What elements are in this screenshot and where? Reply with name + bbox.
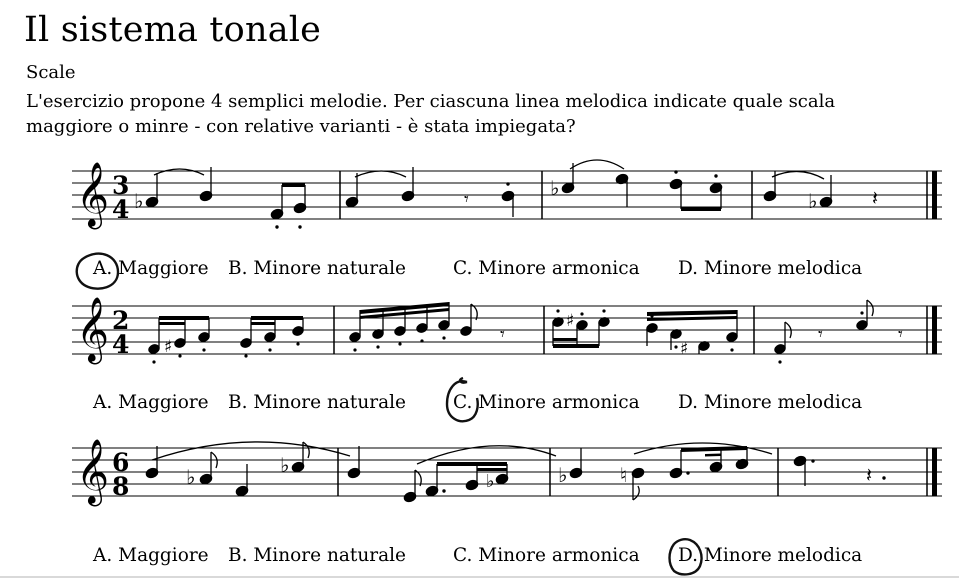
option-c-minore-armonica[interactable]: C. Minore armonica bbox=[453, 258, 640, 279]
option-c-minore-armonica[interactable]: C. Minore armonica bbox=[453, 392, 640, 413]
time-signature-top: 6 bbox=[112, 448, 130, 477]
time-signature-top: 2 bbox=[112, 306, 130, 335]
option-d-minore-melodica[interactable]: D. Minore melodica bbox=[678, 545, 863, 566]
option-b-minore-naturale[interactable]: B. Minore naturale bbox=[228, 392, 406, 413]
svg-text:𝄾: 𝄾 bbox=[500, 324, 505, 345]
time-signature-bottom: 4 bbox=[112, 195, 130, 224]
section-subtitle: Scale bbox=[26, 62, 76, 83]
svg-text:𝄽: 𝄽 bbox=[872, 186, 879, 210]
svg-text:♭: ♭ bbox=[134, 189, 144, 213]
page-title: Il sistema tonale bbox=[24, 10, 322, 50]
svg-text:♭: ♭ bbox=[186, 465, 196, 489]
svg-text:♭: ♭ bbox=[558, 463, 568, 487]
svg-text:♭: ♭ bbox=[808, 189, 818, 213]
time-signature-top: 3 bbox=[112, 171, 130, 200]
svg-text:♯: ♯ bbox=[164, 337, 173, 357]
svg-text:𝄾: 𝄾 bbox=[818, 324, 823, 345]
svg-text:♭: ♭ bbox=[550, 176, 560, 200]
svg-text:𝄞: 𝄞 bbox=[76, 297, 110, 362]
option-c-minore-armonica[interactable]: C. Minore armonica bbox=[453, 545, 640, 566]
music-staff-1 bbox=[72, 157, 950, 247]
option-a-maggiore[interactable]: A. Maggiore bbox=[93, 392, 209, 413]
music-staff-3 bbox=[72, 434, 950, 524]
option-a-maggiore[interactable]: A. Maggiore bbox=[93, 258, 209, 279]
time-signature-bottom: 4 bbox=[112, 330, 130, 359]
option-d-minore-melodica[interactable]: D. Minore melodica bbox=[678, 392, 863, 413]
treble-clef-icon bbox=[76, 439, 109, 506]
svg-text:𝄞: 𝄞 bbox=[76, 162, 110, 227]
treble-clef-icon bbox=[76, 162, 109, 229]
option-a-maggiore[interactable]: A. Maggiore bbox=[93, 545, 209, 566]
svg-text:𝄽: 𝄽 bbox=[866, 463, 873, 487]
music-staff-2 bbox=[72, 292, 950, 382]
treble-clef-icon bbox=[76, 297, 109, 364]
svg-text:𝄞: 𝄞 bbox=[76, 439, 110, 504]
svg-text:𝄾: 𝄾 bbox=[898, 324, 903, 345]
svg-text:♯: ♯ bbox=[680, 339, 689, 359]
svg-text:♭: ♭ bbox=[280, 453, 290, 477]
svg-text:♮: ♮ bbox=[620, 463, 628, 487]
option-b-minore-naturale[interactable]: B. Minore naturale bbox=[228, 545, 406, 566]
option-d-minore-melodica[interactable]: D. Minore melodica bbox=[678, 258, 863, 279]
option-b-minore-naturale[interactable]: B. Minore naturale bbox=[228, 258, 406, 279]
time-signature-bottom: 8 bbox=[112, 472, 130, 501]
exercise-instructions: L'esercizio propone 4 semplici melodie. Per ciascuna linea melodica indicate quale scala maggiore o minre - con relative varianti - è stata impiegata? bbox=[26, 91, 836, 137]
svg-text:𝄾: 𝄾 bbox=[464, 189, 469, 210]
svg-text:♭: ♭ bbox=[486, 471, 495, 492]
svg-text:♯: ♯ bbox=[566, 311, 575, 331]
